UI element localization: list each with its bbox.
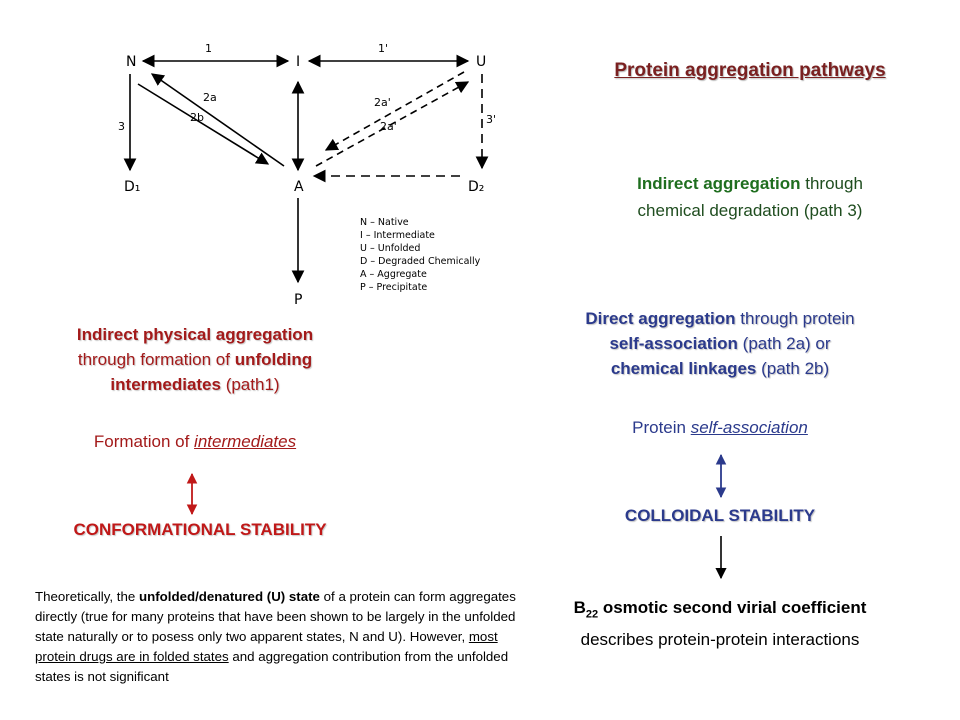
unfolding-term: unfolding bbox=[234, 350, 313, 369]
node-u: U bbox=[476, 54, 487, 70]
edge-label-2b: 2b bbox=[190, 111, 204, 124]
edge-label-3: 3 bbox=[118, 120, 125, 133]
edge-2a bbox=[152, 74, 284, 166]
colloidal-stability: COLLOIDAL STABILITY bbox=[624, 506, 816, 525]
indirect-physical-term: Indirect physical aggregation bbox=[76, 325, 314, 344]
legend-aggregate: A – Aggregate bbox=[360, 269, 427, 280]
b22-rest: osmotic second virial coefficient bbox=[598, 598, 867, 617]
edge-label-3-prime: 3' bbox=[486, 113, 497, 126]
protein-self-association bbox=[570, 418, 870, 438]
b22-line-2: describes protein-protein interactions bbox=[580, 630, 860, 650]
page-title: Protein aggregation pathways bbox=[614, 60, 886, 81]
indirect-physical-aggregation-text bbox=[30, 322, 360, 397]
edge-label-1: 1 bbox=[205, 42, 212, 55]
indirect-physical-text-2: through formation of bbox=[77, 350, 235, 369]
legend-degraded: D – Degraded Chemically bbox=[360, 256, 481, 267]
theory-text-1: Theoretically, the bbox=[35, 589, 139, 604]
edge-label-2a-prime-bottom: 2a' bbox=[380, 120, 397, 133]
edge-label-1-prime: 1' bbox=[378, 42, 389, 55]
indirect-aggregation-text bbox=[600, 170, 900, 224]
b22-line-1 bbox=[520, 595, 920, 627]
formation-prefix: Formation of bbox=[93, 432, 195, 451]
indirect-physical-text-3: (path1) bbox=[220, 375, 280, 394]
theory-text-3: and aggregation contribution from the unfolded states is not significant bbox=[35, 649, 509, 684]
edge-2a-prime-1 bbox=[326, 72, 464, 150]
self-association-underlined: self-association bbox=[690, 418, 808, 437]
indirect-aggregation-term: Indirect aggregation bbox=[637, 174, 801, 193]
chemical-linkages-term: chemical linkages bbox=[610, 359, 757, 378]
legend-intermediate: I – Intermediate bbox=[360, 230, 435, 241]
intermediates-term: intermediates bbox=[110, 375, 221, 394]
b22-description bbox=[520, 595, 920, 652]
direct-aggregation-rest-2: (path 2a) or bbox=[737, 334, 831, 353]
node-i: I bbox=[296, 54, 301, 70]
node-d2: D₂ bbox=[468, 179, 485, 195]
self-association-prefix: Protein bbox=[632, 418, 691, 437]
theory-text-2: of a protein can form aggregates directly (true for many proteins that have been shown to be largely in the unfolded state naturally or to posess only two apparent states, N and U). However, bbox=[35, 589, 516, 644]
theory-underlined: most protein drugs are in folded states bbox=[35, 629, 498, 664]
theory-bold: unfolded/denatured (U) state bbox=[138, 589, 320, 604]
node-d1: D₁ bbox=[124, 179, 141, 195]
theory-paragraph bbox=[35, 587, 525, 687]
legend-precipitate: P – Precipitate bbox=[360, 282, 428, 293]
node-n: N bbox=[126, 54, 137, 70]
node-a: A bbox=[294, 179, 304, 195]
aggregation-pathway-diagram bbox=[0, 0, 520, 310]
legend-native: N – Native bbox=[360, 217, 409, 228]
edge-label-2a-prime-top: 2a' bbox=[374, 96, 391, 109]
b22-symbol: B bbox=[573, 598, 586, 617]
formation-of-intermediates bbox=[40, 432, 350, 452]
indirect-aggregation-rest-1: through bbox=[800, 174, 863, 193]
self-association-term: self-association bbox=[609, 334, 738, 353]
direct-aggregation-rest-1: through protein bbox=[735, 309, 855, 328]
conformational-stability: CONFORMATIONAL STABILITY bbox=[73, 520, 327, 539]
direct-aggregation-rest-3: (path 2b) bbox=[756, 359, 830, 378]
legend-unfolded: U – Unfolded bbox=[360, 243, 421, 254]
b22-subscript: 22 bbox=[585, 608, 599, 621]
diagram-legend bbox=[360, 217, 481, 293]
node-p: P bbox=[294, 292, 303, 308]
direct-aggregation-term: Direct aggregation bbox=[585, 309, 736, 328]
direct-aggregation-text bbox=[545, 306, 895, 381]
indirect-aggregation-rest-2: chemical degradation (path 3) bbox=[637, 201, 863, 220]
edge-label-2a: 2a bbox=[203, 91, 217, 104]
formation-underlined: intermediates bbox=[194, 432, 297, 451]
